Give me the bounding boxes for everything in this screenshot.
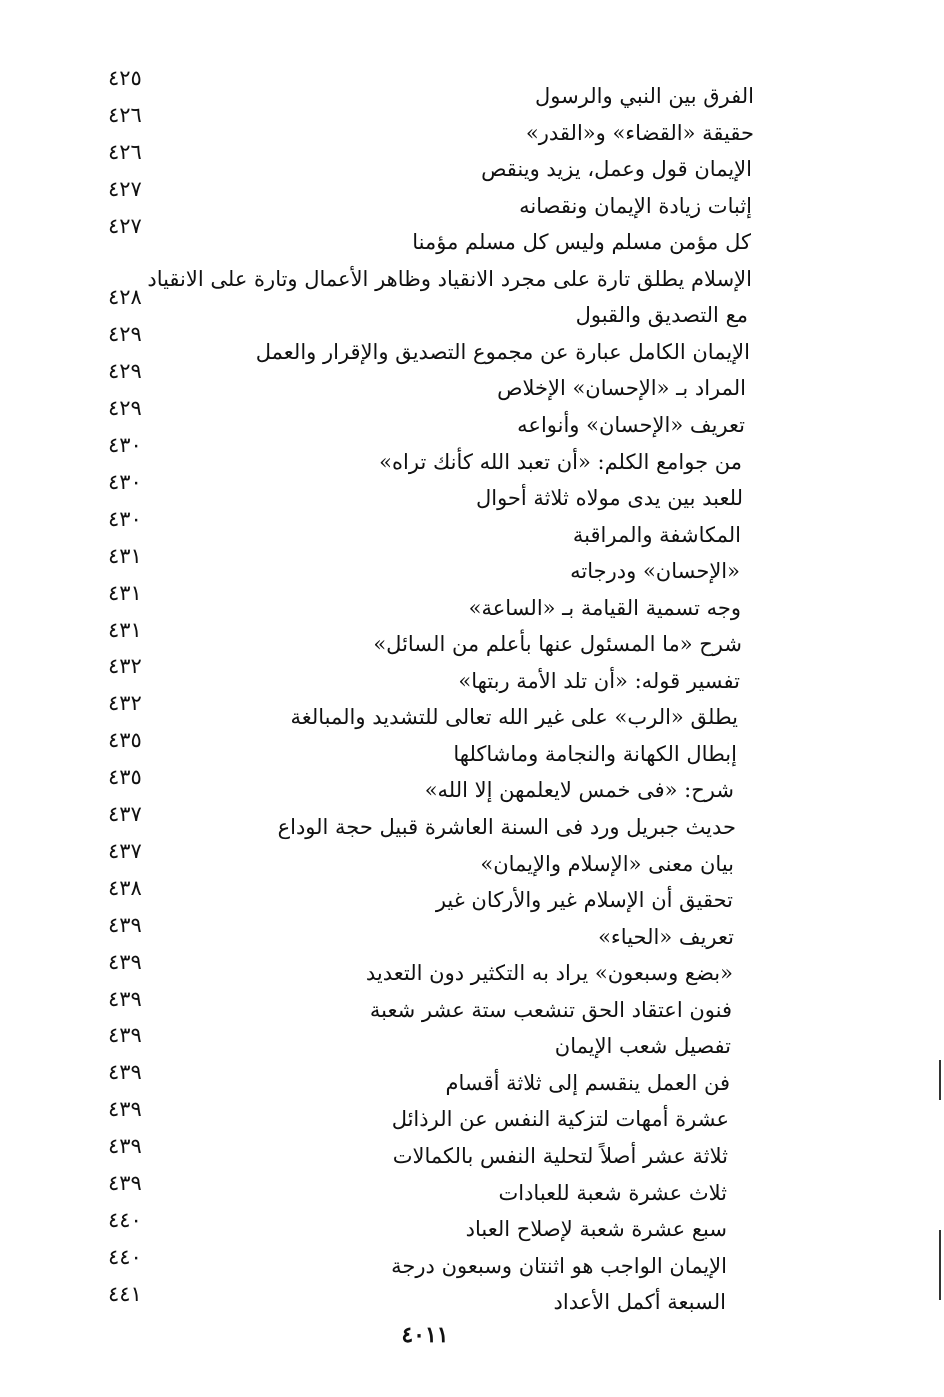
toc-entry-page-number: ٤٣٠	[108, 469, 142, 494]
scan-edge-mark	[939, 1230, 941, 1300]
toc-entry-title: السبعة أكمل الأعداد	[553, 1290, 726, 1315]
toc-entry-page-number: ٤٣١	[108, 543, 142, 568]
toc-entry-page-number: ٤٢٥	[108, 66, 142, 90]
toc-entry-title: إثبات زيادة الإيمان ونقصانه	[519, 193, 752, 218]
toc-entry-title: سبع عشرة شعبة لإصلاح العباد	[465, 1217, 727, 1242]
toc-entry-page-number: ٤٣١	[108, 617, 142, 642]
toc-entry-title: الإيمان قول وعمل، يزيد وينقص	[481, 157, 752, 182]
toc-entry-page-number: ٤٣٠	[108, 433, 142, 457]
toc-entry-title: الإسلام يطلق تارة على مجرد الانقياد وظاهر الأعمال وتارة على الانقياد	[147, 266, 752, 291]
toc-entry-page-number: ٤٤١	[108, 1281, 142, 1306]
toc-entry-title: كل مؤمن مسلم وليس كل مسلم مؤمنا	[412, 230, 751, 255]
toc-entry-title: شرح: «فى خمس لايعلمهن إلا الله»	[424, 778, 734, 803]
toc-entry-title: الفرق بين النبي والرسول	[534, 84, 754, 108]
toc-entry-page-number: ٤٢٨	[108, 285, 142, 310]
toc-entry-title: بيان معنى «الإسلام والإيمان»	[480, 851, 734, 876]
toc-entry-page-number: ٤٢٦	[108, 139, 142, 164]
toc-entry-title: شرح «ما المسئول عنها بأعلم من السائل»	[373, 632, 742, 657]
toc-entry-page-number: ٤٤٠	[108, 1207, 142, 1232]
toc-entry-page-number: ٤٣٩	[108, 1060, 142, 1085]
toc-entry-title: ثلاث عشرة شعبة للعبادات	[498, 1180, 727, 1205]
toc-entry-page-number: ٤٣٩	[108, 1023, 142, 1048]
toc-entry-title: الإيمان الكامل عبارة عن مجموع التصديق والإقرار والعمل	[255, 339, 750, 364]
toc-entry-page-number: ٤٢٩	[108, 396, 142, 421]
toc-entry-title: عشرة أمهات لتزكية النفس عن الرذائل	[391, 1107, 729, 1132]
toc-entry-page-number: ٤٣٩	[108, 949, 142, 974]
scan-edge-mark	[939, 1060, 941, 1100]
toc-entry-title: مع التصديق والقبول	[575, 303, 748, 328]
toc-entry-title: حديث جبريل ورد فى السنة العاشرة قبيل حجة الوداع	[277, 815, 736, 839]
toc-entry-page-number: ٤٣٧	[108, 838, 142, 863]
toc-entry-title: فنون اعتقاد الحق تنشعب ستة عشر شعبة	[369, 997, 732, 1022]
toc-entry-title: فن العمل ينقسم إلى ثلاثة أقسام	[445, 1070, 730, 1095]
toc-entry-page-number: ٤٤٠	[108, 1244, 142, 1269]
toc-entry-title: تعريف «الحياء»	[598, 924, 734, 949]
toc-entry-title: تعريف «الإحسان» وأنواعه	[517, 412, 745, 437]
toc-entry-title: «بضع وسبعون» يراد به التكثير دون التعديد	[365, 961, 733, 986]
toc-entry-title: حقيقة «القضاء» و«القدر»	[525, 120, 754, 145]
toc-entry-page-number: ٤٣٥	[108, 765, 142, 790]
toc-entry-page-number: ٤٣٢	[108, 691, 142, 716]
toc-entry-page-number: ٤٣٩	[108, 1134, 142, 1159]
toc-entry-title: من جوامع الكلم: «أن تعبد الله كأنك تراه»	[379, 449, 742, 474]
toc-entry-page-number: ٤٣٩	[108, 1097, 142, 1122]
page-footer-number: ٤٠١١	[401, 1322, 449, 1348]
toc-entry-page-number: ٤٢٧	[108, 213, 142, 238]
toc-entry-page-number: ٤٢٩	[108, 359, 142, 384]
toc-entry-title: الإيمان الواجب هو اثنتان وسبعون درجة	[391, 1253, 727, 1278]
toc-entry-title: للعبد بين يدى مولاه ثلاثة أحوال	[475, 486, 743, 511]
toc-entry-title: «الإحسان» ودرجاته	[570, 559, 740, 584]
toc-entry-title: وجه تسمية القيامة بـ «الساعة»	[468, 595, 741, 620]
toc-entry-page-number: ٤٣١	[108, 580, 142, 605]
toc-entry-page-number: ٤٣٠	[108, 506, 142, 531]
toc-entry-title: المكاشفة والمراقبة	[572, 522, 741, 547]
toc-entry-page-number: ٤٣٥	[108, 728, 142, 753]
toc-entry-title: ثلاثة عشر أصلاً لتحلية النفس بالكمالات	[392, 1143, 728, 1168]
toc-entry-page-number: ٤٢٧	[108, 176, 142, 201]
toc-entry-page-number: ٤٢٦	[108, 102, 142, 127]
toc-entry-title: تحقيق أن الإسلام غير والأركان غير	[435, 888, 733, 913]
toc-entry-title: تفسير قوله: «أن تلد الأمة ربتها»	[458, 668, 740, 693]
toc-entry-page-number: ٤٣٧	[108, 802, 142, 826]
toc-entry-title: يطلق «الرب» على غير الله تعالى للتشديد والمبالغة	[290, 705, 738, 730]
toc-entry-title: تفصيل شعب الإيمان	[554, 1034, 731, 1059]
toc-entry-page-number: ٤٣٨	[108, 875, 142, 900]
toc-entry-page-number: ٤٣٢	[108, 654, 142, 679]
toc-entry-title: المراد بـ «الإحسان» الإخلاص	[497, 376, 746, 401]
toc-entry-page-number: ٤٢٩	[108, 322, 142, 347]
toc-entry-page-number: ٤٣٩	[108, 986, 142, 1011]
toc-entry-page-number: ٤٣٩	[108, 912, 142, 937]
toc-entry-title: إبطال الكهانة والنجامة وماشاكلها	[453, 741, 737, 766]
toc-entry-page-number: ٤٣٩	[108, 1171, 142, 1195]
